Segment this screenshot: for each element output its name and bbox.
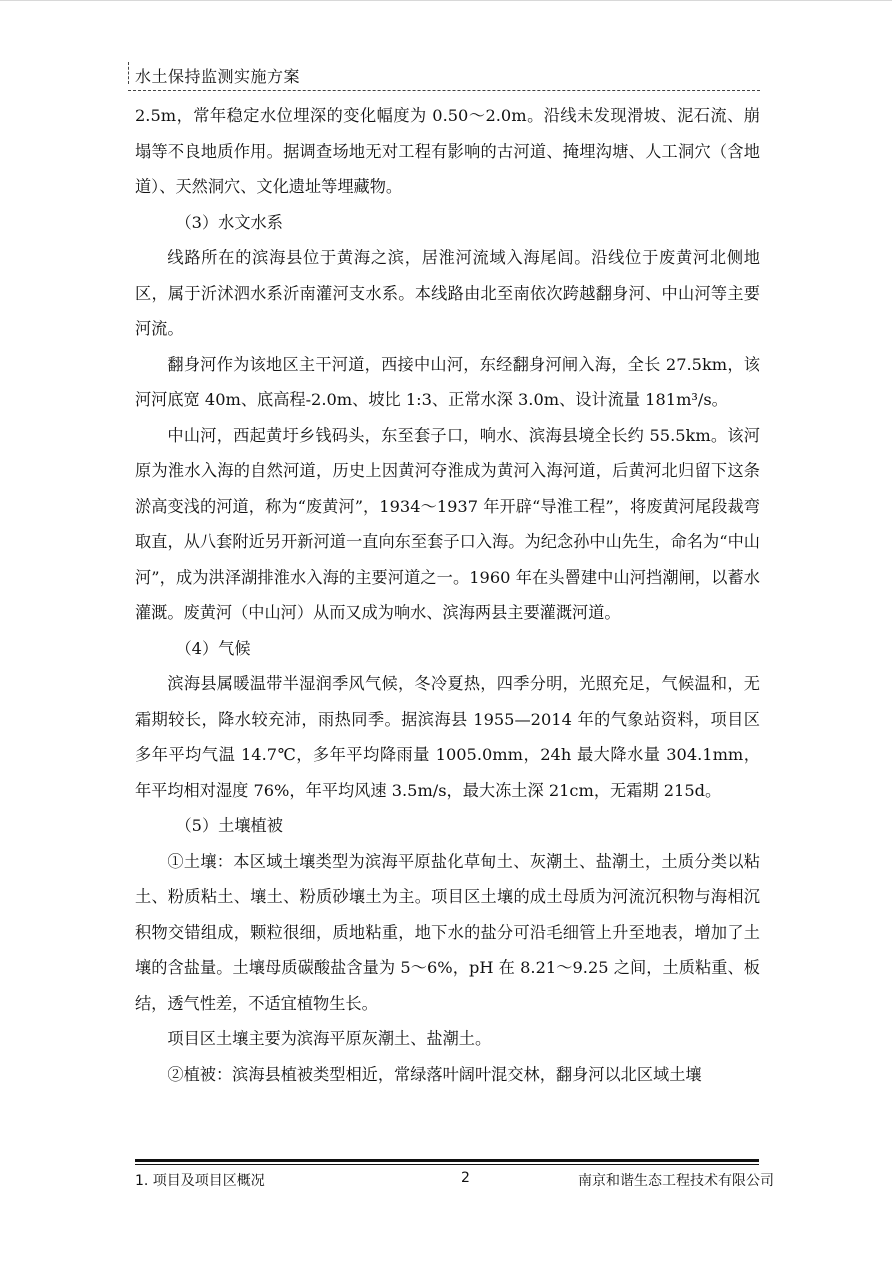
- paragraph-fanshen-river: 翻身河作为该地区主干河道，西接中山河，东经翻身河闸入海，全长 27.5km，该河河底宽 40m、底高程-2.0m、坡比 1:3、正常水深 3.0m、设计流量 181m³/s。: [135, 354, 760, 409]
- paragraph-climate: 滨海县属暖温带半湿润季风气候，冬冷夏热，四季分明，光照充足，气候温和，无霜期较长，降水较充沛，雨热同季。据滨海县 1955—2014 年的气象站资料，项目区多年平均气温 14.7℃，多年平均降雨量 1005.0mm，24h 最大降水量 304.1mm，年平均相对湿度 76%，年平均风速 3.5m/s，最大冻土深 21cm，无霜期 215d。: [135, 674, 760, 800]
- document-body: [135, 98, 760, 1092]
- page-top-edge: [0, 0, 892, 1]
- paragraph-vegetation: ②植被：滨海县植被类型相近，常绿落叶阔叶混交林，翻身河以北区域土壤: [167, 1064, 702, 1084]
- paragraph-zhongshan-river: 中山河，西起黄圩乡钱码头，东至套子口，响水、滨海县境全长约 55.5km。该河原为淮水入海的自然河道，历史上因黄河夺淮成为黄河入海河道，后黄河北归留下这条淤高变浅的河道，称为“废黄河”，1934～1937 年开辟“导淮工程”，将废黄河尾段裁弯取直，从八套附近另开新河道一直向东至套子口入海。为纪念孙中山先生，命名为“中山河”，成为洪泽湖排淮水入海的主要河道之一。1960 年在头罾建中山河挡潮闸，以蓄水灌溉。废黄河（中山河）从而又成为响水、滨海两县主要灌溉河道。: [135, 425, 760, 622]
- header-title: 水土保持监测实施方案: [135, 67, 301, 86]
- header-divider: [128, 90, 760, 91]
- footer-rule-thick: [135, 1159, 759, 1162]
- footer-company-name: 南京和谐生态工程技术有限公司: [578, 1173, 774, 1189]
- paragraph-soil: ①土壤：本区域土壤类型为滨海平原盐化草甸土、灰潮土、盐潮土，土质分类以粘土、粉质粘土、壤土、粉质砂壤土为主。项目区土壤的成土母质为河流沉积物与海相沉积物交错组成，颗粒很细，质地粘重，地下水的盐分可沿毛细管上升至地表，增加了土壤的含盐量。土壤母质碳酸盐含量为 5～6%，pH 在 8.21～9.25 之间，土质粘重、板结，透气性差，不适宜植物生长。: [135, 851, 760, 1013]
- footer-rule-thin: [135, 1164, 759, 1165]
- heading-climate: （4）气候: [175, 638, 251, 658]
- footer-section-title: 1. 项目及项目区概况: [135, 1173, 265, 1189]
- heading-soil-vegetation: （5）土壤植被: [175, 816, 283, 835]
- paragraph-hydrology-location: 线路所在的滨海县位于黄海之滨，居淮河流域入海尾闾。沿线位于废黄河北侧地区，属于沂沭泗水系沂南灌河支水系。本线路由北至南依次跨越翻身河、中山河等主要河流。: [135, 248, 760, 338]
- header-marker: [128, 62, 131, 84]
- paragraph-soil-summary: 项目区土壤主要为滨海平原灰潮土、盐潮土。: [167, 1029, 492, 1048]
- footer-page-number: 2: [461, 1170, 470, 1186]
- paragraph-geology: 2.5m，常年稳定水位埋深的变化幅度为 0.50～2.0m。沿线未发现滑坡、泥石流、崩塌等不良地质作用。据调查场地无对工程有影响的古河道、掩埋沟塘、人工洞穴（含地道）、天然洞穴、文化遗址等埋藏物。: [135, 106, 760, 196]
- heading-hydrology: （3）水文水系: [175, 212, 283, 232]
